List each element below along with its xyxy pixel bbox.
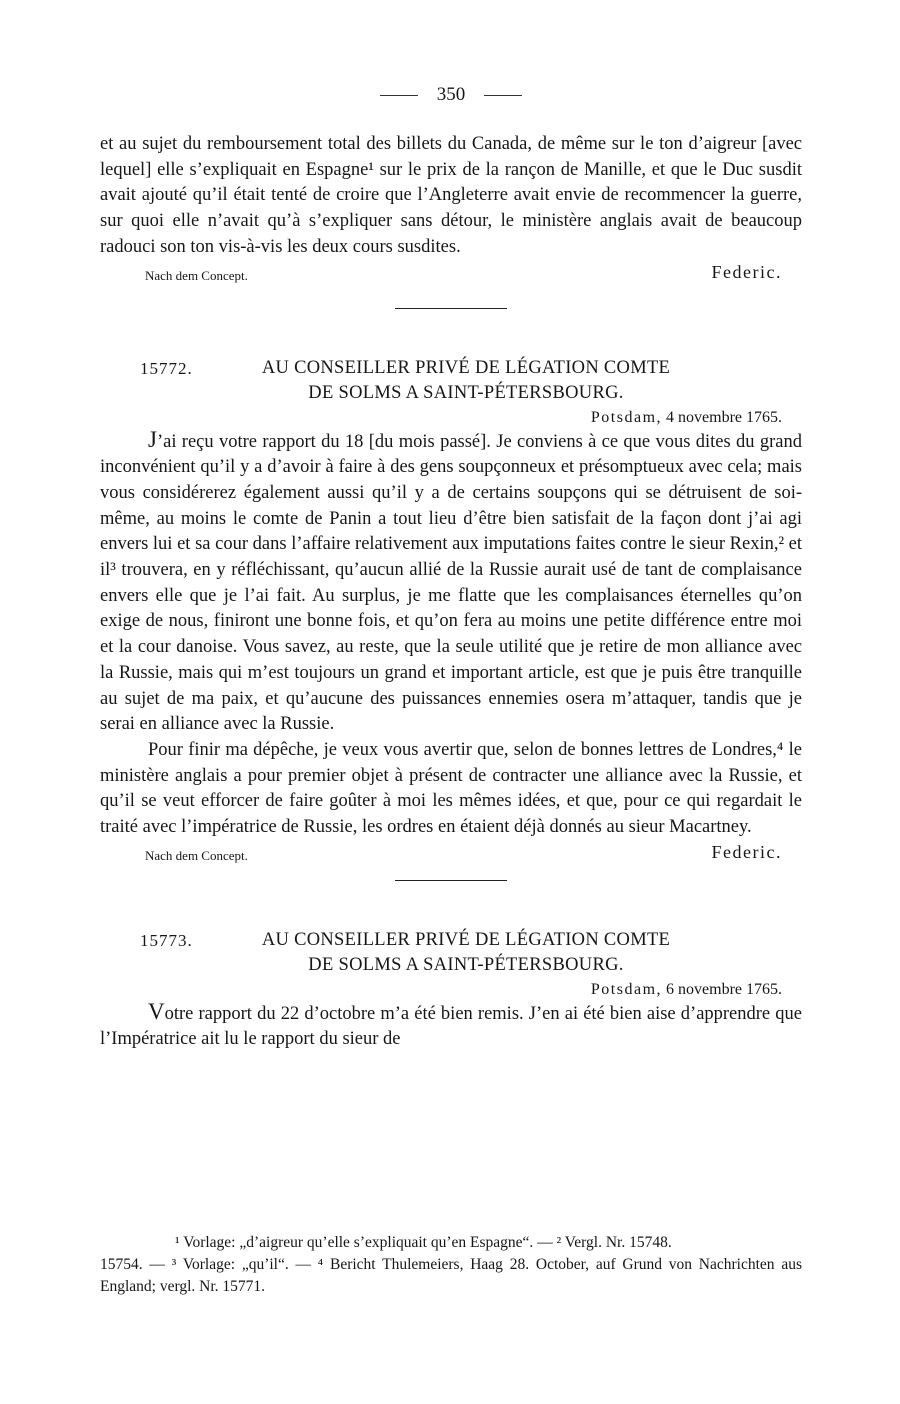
dateline xyxy=(100,981,802,999)
header-rule-left xyxy=(380,95,418,96)
continuation-closing xyxy=(100,262,802,288)
date: 4 novembre 1765. xyxy=(666,408,782,426)
heading-line-1: AU CONSEILLER PRIVÉ DE LÉGATION COMTE xyxy=(261,929,671,950)
section-divider xyxy=(395,880,507,881)
source-note: Nach dem Concept. xyxy=(145,847,248,863)
letter-paragraph xyxy=(100,427,802,738)
section-divider xyxy=(395,308,507,309)
footnotes xyxy=(100,1232,802,1298)
footnote-line: 15754. — ³ Vorlage: „qu’il“. — ⁴ Bericht Thulemeiers, Haag 28. October, auf Grund von Nachrichten aus England; vergl. Nr. 15771. xyxy=(100,1256,802,1295)
dateline xyxy=(100,409,802,427)
header-rule-right xyxy=(484,95,522,96)
paragraph-text: ’ai reçu votre rapport du 18 [du mois passé]. Je conviens à ce que vous dites du grand inconvénient qu’il y a d’avoir à faire à des gens soupçonneux et présomptueux avec cela; mais vous considérerez également aussi qu’il y a de certains soupçons qui se détruisent de soi-même, au moins le comte de Panin a tout lieu d’être bien satisfait de la façon dont j’ai agi envers lui et sa cour dans l’affaire relativement aux imputations faites contre le sieur Rexin,² et il³ trouvera, en y réfléchissant, qu’aucun allié de la Russie aurait usé de tant de complaisance envers elle que je l’ai fait. Au surplus, je me flatte que les complaisances éternelles qu’on exige de nous, finiront une bonne fois, et qu’on fera au moins une petite différence entre moi et la cour danoise. Vous savez, au reste, que la seule utilité que je retire de mon alliance avec la Russie, mais qui m’est toujours un grand et important article, est que je puis être tranquille au sujet de ma paix, et qu’aucune des puissances ennemies osera m’attaquer, tandis que je serai en alliance avec la Russie. xyxy=(100,431,802,735)
heading-line-1: AU CONSEILLER PRIVÉ DE LÉGATION COMTE xyxy=(261,357,671,378)
letter-number: 15773. xyxy=(140,930,193,950)
letter-heading xyxy=(100,356,802,406)
date: 6 novembre 1765. xyxy=(666,980,782,998)
drop-cap: J xyxy=(148,426,157,452)
letter-number: 15772. xyxy=(140,358,193,378)
heading-line-2: DE SOLMS A SAINT-PÉTERSBOURG. xyxy=(308,954,624,975)
signature: Federic. xyxy=(711,841,782,862)
heading-line-2: DE SOLMS A SAINT-PÉTERSBOURG. xyxy=(308,382,624,403)
letter-paragraph xyxy=(100,999,802,1053)
source-note: Nach dem Concept. xyxy=(145,267,248,283)
footnote-line: ¹ Vorlage: „d’aigreur qu’elle s’expliquait qu’en Espagne“. — ² Vergl. Nr. 15748. xyxy=(175,1234,672,1251)
place: Potsdam, xyxy=(590,980,663,998)
paragraph-text: otre rapport du 22 d’octobre m’a été bien remis. J’en ai été bien aise d’apprendre que l’Impératrice ait lu le rapport du sieur de xyxy=(100,1003,802,1050)
letter-closing xyxy=(100,842,802,868)
page-body xyxy=(100,132,802,1053)
signature: Federic. xyxy=(711,261,782,282)
continuation-paragraph: et au sujet du remboursement total des billets du Canada, de même sur le ton d’aigreur [avec lequel] elle s’expliquait en Espagne¹ sur le prix de la rançon de Manille, et que le Duc susdit avait ajouté qu’il était tenté de croire que l’Angleterre avait envie de recommencer la guerre, sur quoi elle n’avait qu’à s’expliquer sans détour, le ministère anglais avait de beaucoup radouci son ton vis-à-vis les deux cours susdites. xyxy=(100,134,802,257)
drop-cap: V xyxy=(148,998,165,1024)
letter-heading xyxy=(100,928,802,978)
page-number: 350 xyxy=(436,84,466,105)
letter-paragraph: Pour finir ma dépêche, je veux vous avertir que, selon de bonnes lettres de Londres,⁴ le ministère anglais a pour premier objet à présent de contracter une alliance avec la Russie, et qu’il se veut efforcer de faire goûter à moi les mêmes idées, et que, pour ce qui regardait le traité avec l’impératrice de Russie, les ordres en étaient déjà donnés au sieur Macartney. xyxy=(100,739,802,838)
place: Potsdam, xyxy=(590,408,663,426)
page-header xyxy=(100,84,802,114)
